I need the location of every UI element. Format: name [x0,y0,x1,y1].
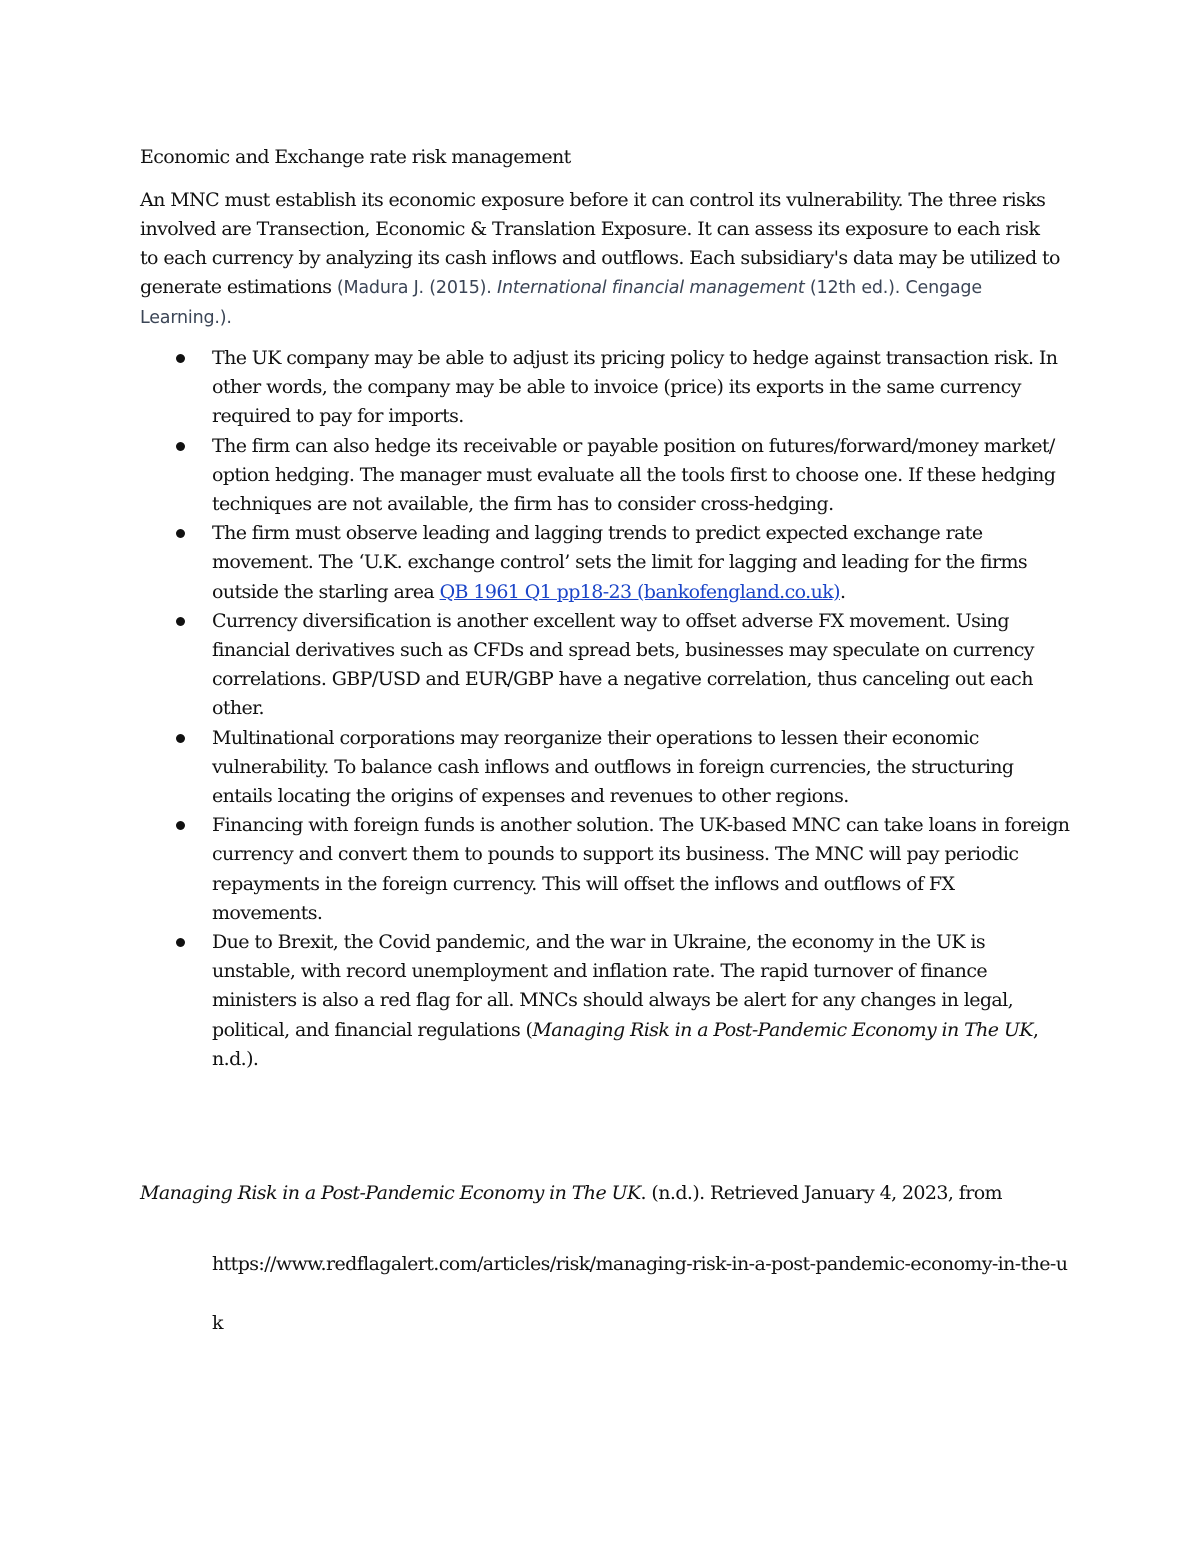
list-item-text: Currency diversification is another excellent way to offset adverse FX movement. Using financial derivatives such as CFDs and spread bets, businesses may speculate on currency correlations. GBP/USD and EUR/GBP have a negative correlation, thus canceling out each other. [212,609,1034,720]
bullet-dot-icon [176,529,185,538]
bullet-dot-icon [176,442,185,451]
list-item-text: The UK company may be able to adjust its pricing policy to hedge against transaction risk. In other words, the company may be able to invoice (price) its exports in the same currency required to pay for imports. [212,347,1058,428]
intro-text: An MNC must establish its economic exposure before it can control its vulnerability. The three risks involved are Transection, Economic & Translation Exposure. It can assess its exposure to each risk to each currency by analyzing its cash inflows and outflows. Each subsidiary's data may be utilized to generate estimations [140,189,1060,298]
list-item-text-end: . [839,580,846,603]
intro-paragraph [140,186,1060,333]
bullet-dot-icon [176,734,185,743]
list-item-text: The firm can also hedge its receivable or payable position on futures/forward/money market/ option hedging. The manager must evaluate all the tools first to choose one. If these hedging techniques are not available, the firm has to consider cross-hedging. [212,434,1056,516]
reference-line [140,1179,1100,1207]
list-item [140,432,1070,520]
bullet-dot-icon [176,821,185,830]
list-item [140,811,1070,928]
bullet-dot-icon [176,354,185,363]
list-item [140,344,1070,432]
list-item [140,928,1070,1074]
list-item [140,519,1070,607]
list-item-text: Due to Brexit, the Covid pandemic, and the war in Ukraine, the economy in the UK is unstable, with record unemployment and inflation rate. The rapid turnover of finance ministers is also a red flag for all. MNCs should always be alert for any changes in legal, political, and financial regulations ( [212,931,1014,1041]
risk-bullet-list [140,344,1070,1074]
citation-close: (12th ed.). Cengage Learning.). [140,278,982,328]
list-item-text: Financing with foreign funds is another solution. The UK-based MNC can take loans in foreign currency and convert them to pounds to support its business. The MNC will pay periodic repayments in the foreign currency. This will offset the inflows and outflows of FX movements. [212,814,1070,924]
reference-url: https://www.redflagalert.com/articles/risk/managing-risk-in-a-post-pandemic-economy-in-the-uk [212,1253,1068,1334]
list-item-text: The firm must observe leading and lagging trends to predict expected exchange rate movement. The ‘U.K. exchange control’ sets the limit for lagging and leading for the firms outside the starling area [212,522,1028,603]
list-item [140,607,1070,724]
reference-details: . (n.d.). Retrieved January 4, 2023, from [640,1182,1002,1204]
reference-entry [140,1179,1100,1353]
list-item-text-end: , n.d.). [212,1018,1039,1070]
list-item [140,724,1070,812]
document-title: Economic and Exchange rate risk management [140,146,571,168]
bankofengland-link[interactable]: QB 1961 Q1 pp18-23 (bankofengland.co.uk) [439,580,840,603]
bullet-dot-icon [176,938,185,947]
list-item-italic-title: Managing Risk in a Post-Pandemic Economy in The UK [532,1018,1033,1041]
reference-title: Managing Risk in a Post-Pandemic Economy in The UK [140,1182,641,1204]
bullet-dot-icon [176,617,185,626]
citation-open: (Madura J. (2015). [336,278,497,298]
list-item-text: Multinational corporations may reorganize their operations to lessen their economic vulnerability. To balance cash inflows and outflows in foreign currencies, the structuring entails locating the origins of expenses and revenues to other regions. [212,726,1014,808]
citation-book-title: International financial management [497,278,805,298]
